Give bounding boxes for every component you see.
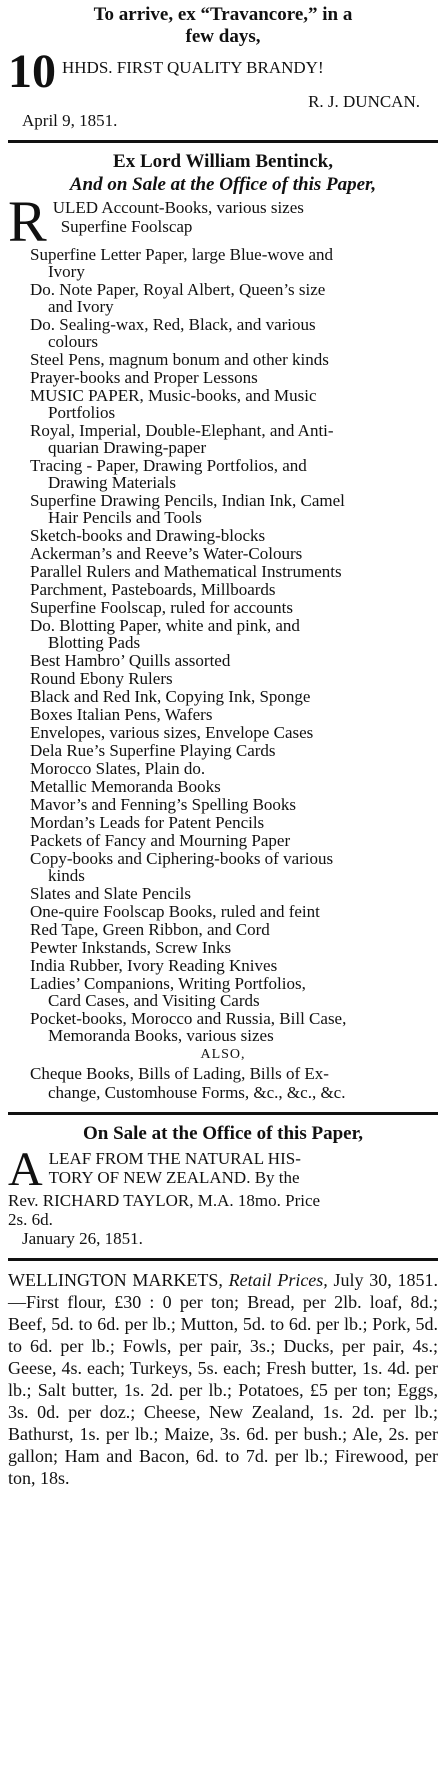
list-item	[8, 724, 438, 741]
list-item-continuation: Card Cases, and Visiting Cards	[48, 991, 260, 1010]
book-line4: 2s. 6d.	[8, 1210, 53, 1229]
final-line2: change, Customhouse Forms, &c., &c., &c.	[48, 1083, 346, 1102]
list-item-text: Parchment, Pasteboards, Millboards	[30, 580, 276, 599]
list-item-text: Pewter Inkstands, Screw Inks	[30, 938, 232, 957]
book-line1: LEAF FROM THE NATURAL HIS-	[48, 1149, 301, 1168]
list-item	[8, 387, 438, 421]
list-item-continuation: kinds	[48, 866, 85, 885]
list-item	[8, 885, 438, 902]
list-item-continuation: colours	[48, 332, 99, 351]
list-item-text: Packets of Fancy and Mourning Paper	[30, 831, 291, 850]
list-item-text: Superfine Letter Paper, large Blue-wove and	[30, 245, 334, 264]
markets-report	[8, 1269, 438, 1489]
list-item	[8, 832, 438, 849]
list-item	[8, 796, 438, 813]
divider	[8, 1258, 438, 1261]
list-item-continuation: Ivory	[48, 262, 85, 281]
book-line2: TORY OF NEW ZEALAND. By the	[48, 1168, 300, 1187]
list-item	[8, 545, 438, 562]
drop-cap-a: A	[8, 1143, 43, 1196]
list-item-continuation: quarian Drawing-paper	[48, 438, 207, 457]
divider	[8, 140, 438, 143]
list-item	[8, 903, 438, 920]
list-item-text: Tracing - Paper, Drawing Portfolios, and	[30, 456, 307, 475]
list-item	[8, 652, 438, 669]
list-item-text: Boxes Italian Pens, Wafers	[30, 705, 213, 724]
list-item	[8, 742, 438, 759]
list-item-text: Superfine Foolscap, ruled for accounts	[30, 598, 293, 617]
list-item	[8, 527, 438, 544]
list-item	[8, 814, 438, 831]
list-item	[8, 457, 438, 491]
also-label: ALSO,	[200, 1047, 246, 1062]
list-item-text: Pocket-books, Morocco and Russia, Bill Case,	[30, 1009, 347, 1028]
list-item	[8, 921, 438, 938]
list-item-text: Prayer-books and Proper Lessons	[30, 368, 258, 387]
list-item	[8, 688, 438, 705]
list-item	[8, 617, 438, 651]
list-item-text: Best Hambro’ Quills assorted	[30, 651, 231, 670]
list-item	[8, 316, 438, 350]
list-item	[8, 706, 438, 723]
first-item-line: ULED Account-Books, various sizes	[52, 198, 304, 217]
list-item-text: Metallic Memoranda Books	[30, 777, 221, 796]
brandy-body: HHDS. FIRST QUALITY BRANDY!	[62, 58, 324, 77]
list-item	[8, 670, 438, 687]
list-item-text: Morocco Slates, Plain do.	[30, 759, 206, 778]
brandy-heading-line2: few days,	[185, 26, 261, 47]
list-item	[8, 369, 438, 386]
list-item-continuation: Drawing Materials	[48, 473, 176, 492]
stationery-heading: Ex Lord William Bentinck,	[113, 151, 333, 172]
book-date: January 26, 1851.	[22, 1229, 143, 1248]
brandy-date: April 9, 1851.	[22, 111, 118, 130]
list-item-text: Do. Note Paper, Royal Albert, Queen’s size	[30, 280, 326, 299]
list-item	[8, 351, 438, 368]
list-item-text: Do. Blotting Paper, white and pink, and	[30, 616, 300, 635]
markets-title: WELLINGTON MARKETS,	[8, 1270, 223, 1290]
list-item-text: Ackerman’s and Reeve’s Water-Colours	[30, 544, 303, 563]
list-item-text: Superfine Drawing Pencils, Indian Ink, Camel	[30, 491, 345, 510]
stationery-subheading: And on Sale at the Office of this Paper,	[69, 174, 377, 195]
list-item-text: Parallel Rulers and Mathematical Instruments	[30, 562, 342, 581]
list-item-continuation: Portfolios	[48, 403, 116, 422]
divider	[8, 1112, 438, 1115]
list-item-text: Sketch-books and Drawing-blocks	[30, 526, 266, 545]
list-item-text: Red Tape, Green Ribbon, and Cord	[30, 920, 270, 939]
list-item-text: Do. Sealing-wax, Red, Black, and various	[30, 315, 316, 334]
list-item	[8, 422, 438, 456]
list-item	[8, 760, 438, 777]
list-item	[8, 246, 438, 280]
book-line3: Rev. RICHARD TAYLOR, M.A. 18mo. Price	[8, 1191, 321, 1210]
brandy-signature: R. J. DUNCAN.	[308, 92, 420, 111]
list-item-text: MUSIC PAPER, Music-books, and Music	[30, 386, 317, 405]
list-item	[8, 957, 438, 974]
brandy-advertisement	[8, 4, 438, 130]
list-item	[8, 492, 438, 526]
brandy-heading-line1: To arrive, ex “Travancore,” in a	[93, 4, 353, 25]
stationery-list	[8, 246, 438, 1044]
list-item-continuation: Memoranda Books, various sizes	[48, 1026, 274, 1045]
list-item-text: Black and Red Ink, Copying Ink, Sponge	[30, 687, 311, 706]
markets-subtitle: Retail Prices,	[228, 1270, 328, 1290]
list-item-text: Mordan’s Leads for Patent Pencils	[30, 813, 265, 832]
list-item	[8, 850, 438, 884]
book-advertisement	[8, 1123, 438, 1248]
list-item	[8, 563, 438, 580]
list-item-text: Envelopes, various sizes, Envelope Cases	[30, 723, 314, 742]
list-item	[8, 1010, 438, 1044]
list-item	[8, 939, 438, 956]
list-item-text: Steel Pens, magnum bonum and other kinds	[30, 350, 329, 369]
list-item-text: One-quire Foolscap Books, ruled and feint	[30, 902, 320, 921]
list-item-text: Royal, Imperial, Double-Elephant, and Anti-	[30, 421, 334, 440]
list-item-text: Mavor’s and Fenning’s Spelling Books	[30, 795, 297, 814]
stationery-advertisement	[8, 151, 438, 1102]
list-item-text: Round Ebony Rulers	[30, 669, 173, 688]
list-item-continuation: and Ivory	[48, 297, 114, 316]
list-item	[8, 975, 438, 1009]
list-item	[8, 281, 438, 315]
list-item-text: Dela Rue’s Superfine Playing Cards	[30, 741, 276, 760]
drop-cap-r: R	[8, 189, 47, 254]
final-line1: Cheque Books, Bills of Lading, Bills of Ex-	[30, 1064, 329, 1083]
list-item-text: Ladies’ Companions, Writing Portfolios,	[30, 974, 306, 993]
big-number: 10	[8, 45, 56, 98]
list-item	[8, 581, 438, 598]
list-item	[8, 778, 438, 795]
book-heading: On Sale at the Office of this Paper,	[82, 1123, 364, 1144]
list-item-continuation: Blotting Pads	[48, 633, 141, 652]
list-item-continuation: Hair Pencils and Tools	[48, 508, 202, 527]
list-item-text: Slates and Slate Pencils	[30, 884, 192, 903]
list-item	[8, 599, 438, 616]
list-item-text: Copy-books and Ciphering-books of various	[30, 849, 334, 868]
list-item-text: India Rubber, Ivory Reading Knives	[30, 956, 278, 975]
first-item-cont: Superfine Foolscap	[60, 217, 193, 236]
markets-text: July 30, 1851.—First flour, £30 : 0 per ton; Bread, per 2lb. loaf, 8d.; Beef, 5d. to 6d. per lb.; Mutton, 5d. to 6d. per lb.; Pork, 5d. to 6d. per lb.; Fowls, per pair, 3s.; Ducks, per pair, 4s.; Geese, 4s. each; Turkeys, 5s. each; Fresh butter, 1s. 4d. per lb.; Salt butter, 1s. 2d. per lb.; Potatoes, £5 per ton; Eggs, 3s. 0d. per doz.; Cheese, New Zealand, 1s. 2d. per lb.; Bathurst, 1s. per lb.; Maize, 3s. 6d. per bush.; Ale, 2s. per gallon; Ham and Bacon, 6d. to 7d. per lb.; Firewood, per ton, 18s.	[8, 1270, 439, 1488]
